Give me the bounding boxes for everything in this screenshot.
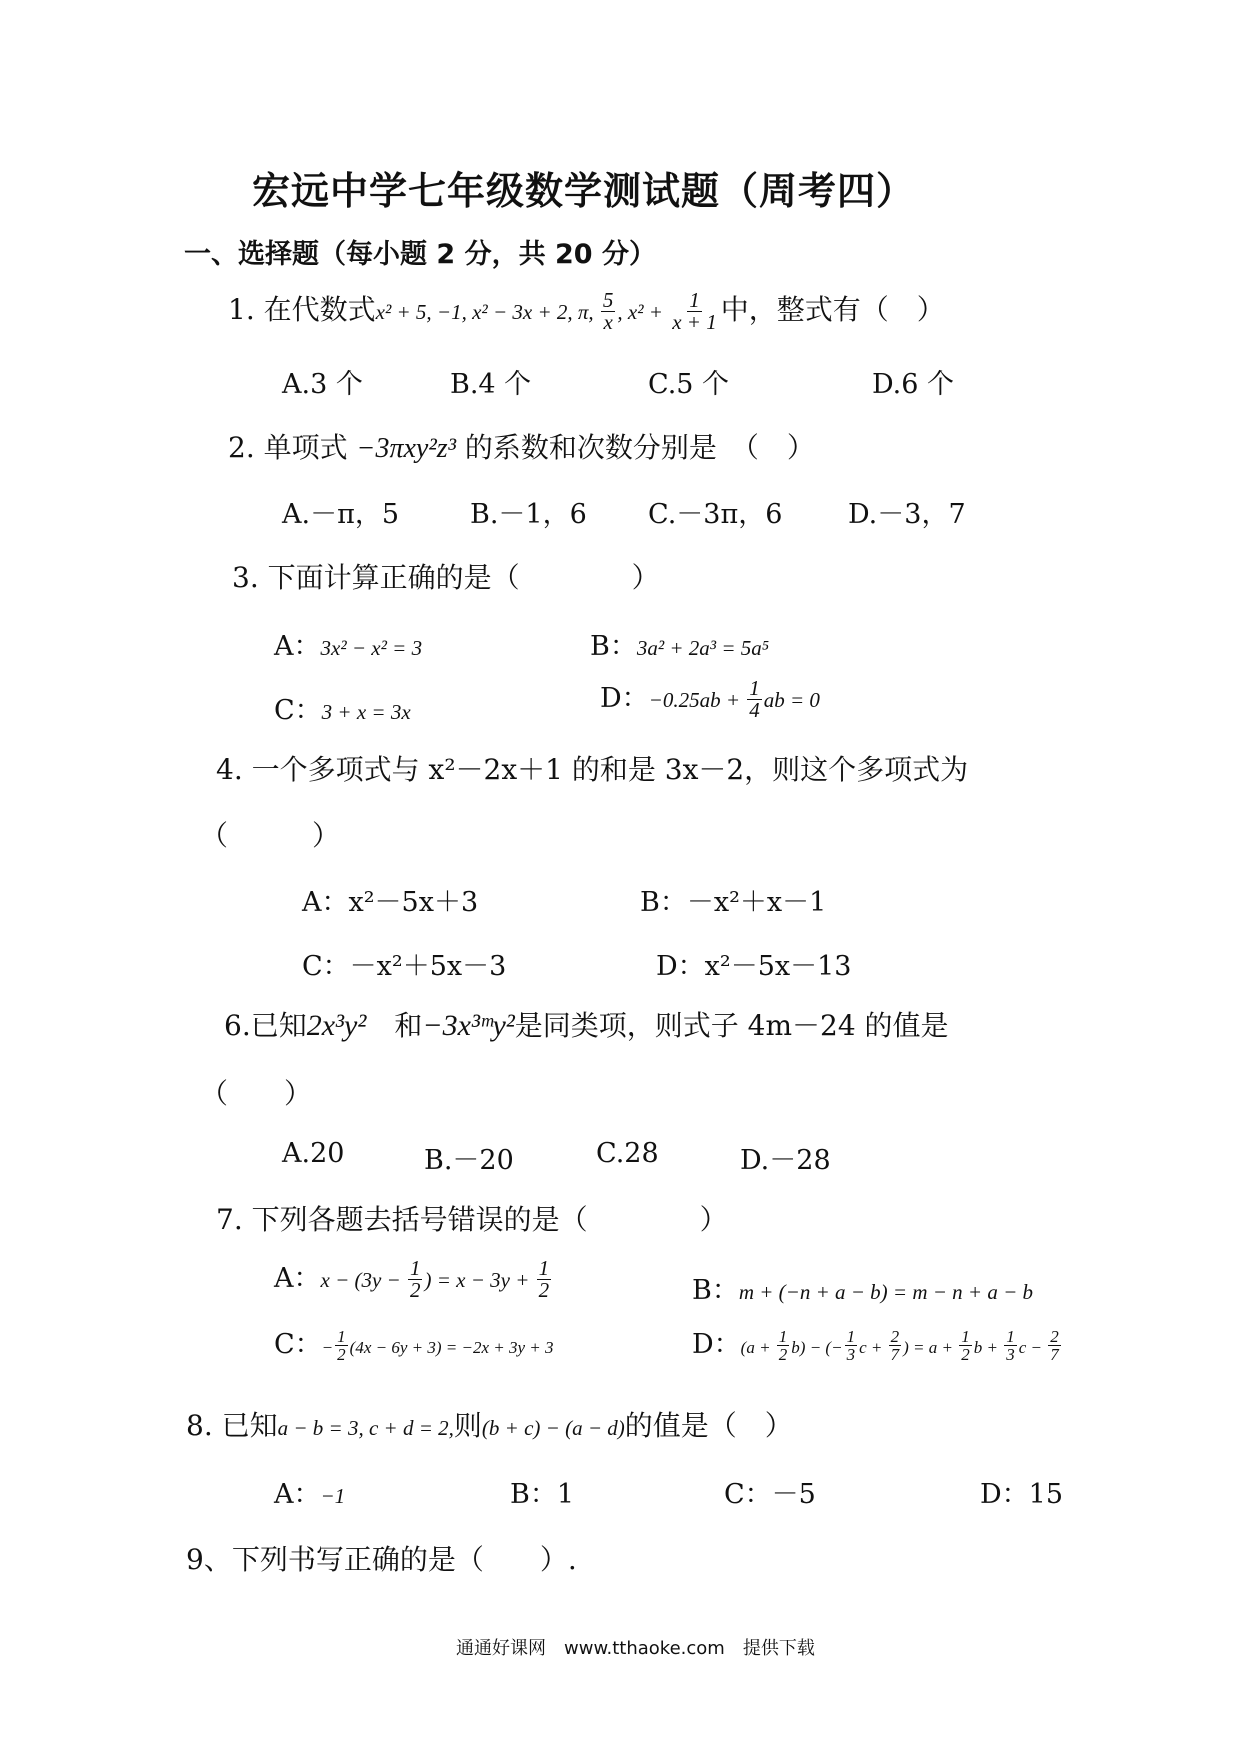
option-a: A：3x² − x² = 3 (274, 631, 423, 662)
option-c: C：－x²＋5x－3 (302, 951, 507, 982)
math-expression: , x² + (617, 300, 669, 324)
math-expression: 3x² − x² = 3 (320, 636, 423, 660)
question-number: 8. (186, 1409, 213, 1442)
section-heading: 一、选择题（每小题 2 分，共 20 分） (184, 239, 656, 270)
question-3 (232, 556, 660, 596)
math-expression: 3 + x = 3x (321, 700, 411, 724)
option-a: A：x − (3y − $\frac{1}{2}$ ) = x − 3y + $\frac{1}{2}$ (274, 1256, 550, 1302)
fraction: $\frac{1}{4}$ (749, 676, 760, 722)
option-d: D.－28 (740, 1145, 831, 1176)
option-d: D.－3，7 (848, 499, 966, 530)
question-stem: 下面计算正确的是（ ） (267, 561, 660, 594)
option-a: A：−1 (274, 1479, 346, 1510)
answer-paren: （ ） (200, 819, 341, 852)
option-d: D.6 个 (872, 369, 955, 400)
question-number: 2. (228, 431, 255, 464)
option-b: B：m + (−n + a − b) = m − n + a − b (692, 1275, 1034, 1306)
option-d: D：x²－5x－13 (656, 951, 852, 982)
option-a: A.－π，5 (282, 499, 400, 530)
question-stem: 一个多项式与 x²－2x＋1 的和是 3x－2，则这个多项式为 (251, 753, 969, 786)
option-b: B.－20 (424, 1145, 514, 1176)
question-stem: 单项式 (263, 431, 348, 464)
fraction: $\frac{1}{2}$ (409, 1256, 421, 1302)
question-stem: 的值是（ ） (624, 1409, 793, 1442)
math-expression: −3x³ᵐy² (422, 1009, 515, 1042)
option-c: C.5 个 (648, 369, 730, 400)
question-2 (228, 426, 815, 466)
option-b: B.－1，6 (470, 499, 587, 530)
fraction: $\frac{1}{2}$ (538, 1256, 550, 1302)
question-stem: 的系数和次数分别是 （ ） (464, 431, 815, 464)
option-d: D：(a + $\frac{1}{2}$ b) − (− $\frac{1}{3}$ c + $\frac{2}{7}$ ) = a + $\frac{1}{2}$ b + $\frac{1}{3}$ c − $\frac{2}{7}$ (692, 1327, 1059, 1364)
option-b: B：－x²＋x－1 (640, 887, 827, 918)
math-expression: −3πxy²z³ (356, 433, 457, 464)
fraction: $\frac{1}{2}$ (778, 1327, 788, 1364)
fraction: $\frac{1}{2}$ (961, 1327, 970, 1364)
question-number: 1. (228, 293, 255, 326)
option-a: A.20 (282, 1138, 345, 1169)
option-b: B.4 个 (450, 369, 532, 400)
question-stem: 和 (394, 1009, 423, 1042)
footer-credit: 通通好课网 www.tthaoke.com 提供下载 (456, 1638, 815, 1659)
option-b: B：1 (510, 1479, 575, 1510)
option-d: D：−0.25ab + $\frac{1}{4}$ ab = 0 (600, 676, 820, 722)
math-expression: 3a² + 2a³ = 5a⁵ (636, 636, 770, 660)
option-c: C：－5 (724, 1479, 816, 1510)
math-expression: a − b = 3, c + d = 2, (277, 1416, 454, 1440)
fraction: $\frac{1}{3}$ (846, 1327, 856, 1364)
question-stem: 已知 (221, 1409, 278, 1442)
question-stem: 是同类项，则式子 4m－24 的值是 (514, 1009, 949, 1042)
fraction: $\frac{2}{7}$ (890, 1327, 900, 1364)
question-stem: 在代数式 (263, 293, 376, 326)
math-expression: x² + 5, −1, x² − 3x + 2, π, (375, 300, 599, 324)
option-a: A.3 个 (282, 369, 363, 400)
question-8 (186, 1404, 793, 1444)
question-1 (228, 288, 945, 333)
option-c: C：3 + x = 3x (274, 695, 411, 726)
fraction: $\frac{1}{3}$ (1006, 1327, 1015, 1364)
question-6 (224, 1004, 949, 1044)
question-stem: 中，整式有（ ） (720, 293, 945, 326)
option-c: C.28 (596, 1138, 659, 1169)
question-number: 6. (224, 1009, 251, 1042)
fraction: $\frac{1}{2}$ (337, 1327, 346, 1364)
question-9: 9、下列书写正确的是（ ）. (186, 1543, 577, 1576)
option-b: B：3a² + 2a³ = 5a⁵ (590, 631, 770, 662)
page-title: 宏远中学七年级数学测试题（周考四） (252, 169, 916, 213)
question-stem: 则 (453, 1409, 482, 1442)
answer-paren: （ ） (200, 1077, 313, 1110)
math-expression: m + (−n + a − b) = m − n + a − b (738, 1280, 1034, 1304)
question-number: 7. (216, 1203, 243, 1236)
question-stem: 下列各题去括号错误的是（ ） (251, 1203, 728, 1236)
math-expression: (b + c) − (a − d) (481, 1416, 625, 1440)
question-4 (216, 748, 968, 788)
option-d: D：15 (980, 1479, 1064, 1510)
option-c: C.－3π，6 (648, 499, 783, 530)
question-number: 3. (232, 561, 259, 594)
fraction: $\frac{2}{7}$ (1050, 1327, 1059, 1364)
math-expression: 2x³y² (306, 1009, 367, 1042)
question-stem: 已知 (250, 1009, 307, 1042)
option-a: A：x²－5x＋3 (302, 887, 479, 918)
fraction: $\frac{1}{x + 1}$ (672, 288, 717, 334)
fraction: $\frac{5}{x}$ (602, 288, 614, 334)
option-c: C：− $\frac{1}{2}$ (4x − 6y + 3) = −2x + 3y + 3 (274, 1327, 554, 1364)
question-number: 4. (216, 753, 243, 786)
question-7 (216, 1198, 728, 1238)
